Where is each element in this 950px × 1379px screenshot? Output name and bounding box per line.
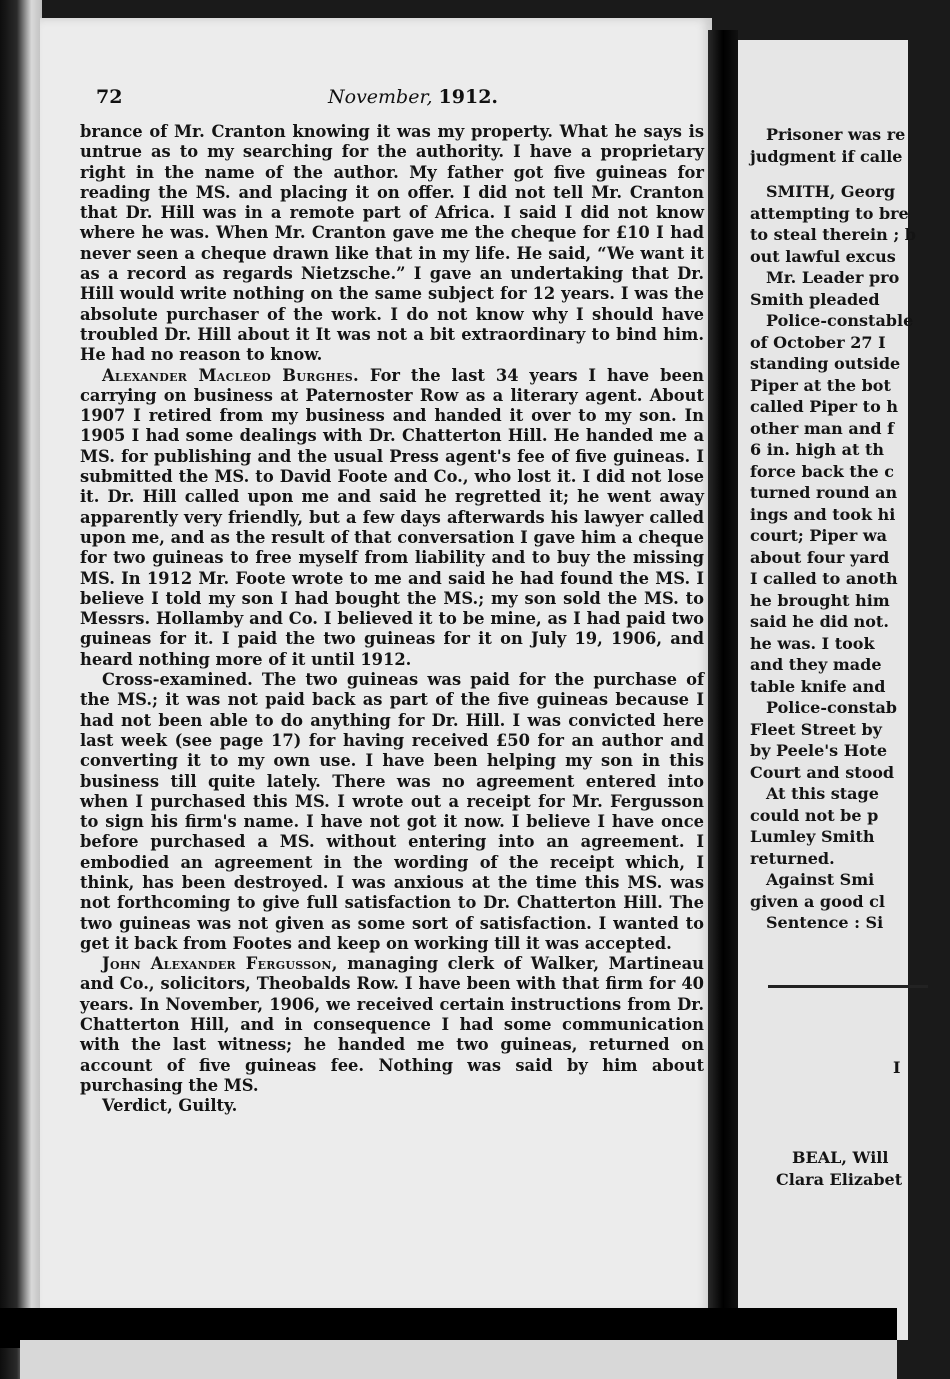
- right-column-line: Piper at the bot: [750, 375, 891, 395]
- right-column-line: court; Piper wa: [750, 526, 887, 545]
- right-column-line: of October 27 I: [750, 332, 886, 352]
- main-text: [80, 122, 704, 1117]
- right-column-text: [750, 124, 950, 934]
- paragraph-body: brance of Mr. Cranton knowing it was my property. What he says is untrue as to my searching for the authority. I have a proprietary right in the name of the author. My father got five guineas for reading the MS. and placing it on offer. I did not tell Mr. Cranton that Dr. Hill was in a remote part of Africa. I said I did not know where he was. When Mr. Cranton gave me the cheque for £10 I had never seen a cheque drawn like that in my life. He said, “We want it as a record as regards Nietzsche.” I gave an undertaking that Dr. Hill would write nothing on the same subject for 12 years. I was the absolute purchaser of the work. I do not know why I should have troubled Dr. Hill about it It was not a bit extraordinary to bind him. He had no reason to know.: [80, 122, 704, 365]
- right-column-line: other man and f: [750, 418, 895, 438]
- right-column-line: Court and stood: [750, 762, 895, 782]
- right-column-line: force back the c: [750, 461, 894, 481]
- running-head-year: 1912.: [438, 86, 499, 108]
- right-lower-line: Clara Elizabet: [776, 1170, 903, 1189]
- right-column-line: by Peele's Hote: [750, 741, 888, 760]
- section-rule: [768, 985, 928, 988]
- right-column-line: table knife and: [750, 676, 886, 696]
- right-column-line: Smith pleaded: [750, 289, 880, 309]
- running-head-month: November,: [328, 86, 433, 108]
- right-page: [738, 40, 916, 1340]
- right-column-line: standing outside: [750, 354, 901, 373]
- paragraph-body: For the last 34 years I have been carrying on business at Paternoster Row as a literary agent. About 1907 I retired from my business and handed it over to my son. In 1905 I had some dealings with Dr. Chatterton Hill. He handed me a MS. for publishing and the usual Press agent's fee of five guineas. I submitted the MS. to David Foote and Co., who lost it. I did not lose it. Dr. Hill called upon me and said he regretted it; he went away apparently very friendly, but a few days afterwards his lawyer called upon me, and as the result of that conversation I gave him a cheque for two guineas to free myself from liability and to buy the missing MS. In 1912 Mr. Foote wrote to me and said he had found the MS. I believe I told my son I had bought the MS.; my son sold the MS. to Messrs. Hollamby and Co. I believed it to be mine, as I had paid two guineas for it. I paid the two guineas for it on July 19, 1906, and heard nothing more of it until 1912.: [80, 365, 705, 669]
- right-column-line: 6 in. high at th: [750, 440, 885, 459]
- right-column-line: Lumley Smith: [750, 827, 875, 846]
- page-header: [96, 86, 716, 112]
- paragraph: [80, 1096, 704, 1116]
- right-lower-line: I: [893, 1058, 901, 1077]
- paragraph: [80, 954, 704, 1096]
- paragraph: [80, 122, 704, 366]
- right-column-line: returned.: [750, 848, 835, 868]
- right-column-line: he brought him: [750, 590, 890, 610]
- paragraph-speaker: Alexander Macleod Burghes.: [102, 365, 359, 385]
- right-column-line: to steal therein ; b: [750, 225, 916, 244]
- right-column-line: I called to anoth: [750, 569, 898, 588]
- book-gutter: [708, 30, 738, 1330]
- right-column-line: judgment if calle: [750, 146, 903, 166]
- right-column-line: At this stage: [766, 784, 879, 803]
- right-column-line: and they made: [750, 655, 882, 674]
- right-column-line: given a good cl: [750, 891, 885, 911]
- right-column-line: Mr. Leader pro: [766, 268, 900, 287]
- book-edge-left: [0, 0, 42, 1379]
- right-column-line: Prisoner was re: [766, 125, 906, 144]
- running-head: [328, 86, 498, 108]
- next-page-edge: [20, 1340, 897, 1379]
- right-column-line: Against Smi: [766, 870, 875, 889]
- right-column-line: ings and took hi: [750, 504, 896, 524]
- paragraph-body: managing clerk of Walker, Martineau and Co., solicitors, Theobalds Row. I have been with that firm for 40 years. In November, 1906, we received certain instructions from Dr. Chatterton Hill, and in consequence I had some communication with the last witness; he handed me two guineas, returned on account of five guineas fee. Nothing was said by him about purchasing the MS.: [80, 954, 705, 1095]
- right-column-line: called Piper to h: [750, 397, 898, 416]
- right-column-line: Police-constab: [766, 698, 897, 717]
- right-column-line: said he did not.: [750, 612, 889, 631]
- paragraph: [80, 670, 704, 954]
- right-column-line: Police-constable: [766, 311, 914, 330]
- right-column-line: Sentence : Si: [766, 913, 884, 932]
- right-column-line: Fleet Street by: [750, 719, 882, 739]
- paragraph: [80, 366, 704, 670]
- right-column-line: turned round an: [750, 483, 898, 502]
- right-lower-line: BEAL, Will: [792, 1148, 889, 1167]
- paragraph-speaker: John Alexander Fergusson,: [102, 954, 338, 974]
- paragraph-body: Verdict, Guilty.: [102, 1096, 238, 1116]
- right-column-line: out lawful excus: [750, 246, 896, 266]
- right-column-line: attempting to bre: [750, 203, 909, 223]
- right-column-line: SMITH, Georg: [766, 182, 896, 201]
- page-number: 72: [96, 86, 123, 108]
- right-column-line: he was. I took: [750, 633, 875, 653]
- right-column-line: about four yard: [750, 547, 890, 567]
- paragraph-body: Cross-examined. The two guineas was paid for the purchase of the MS.; it was not paid back as part of the five guineas because I had not been able to do anything for Dr. Hill. I was convicted here last week (see page 17) for having received £50 for an author and converting it to my own use. I have been helping my son in this business till quite lately. There was no agreement entered into when I purchased this MS. I wrote out a receipt for Mr. Fergusson to sign his firm's name. I have not got it now. I believe I have once before purchased a MS. without entering into an agreement. I embodied an agreement in the wording of the receipt which, I think, has been destroyed. I was anxious at the time this MS. was not forthcoming to give full satisfaction to Dr. Chatterton Hill. The two guineas was not given as some sort of satisfaction. I wanted to get it back from Footes and keep on working till it was accepted.: [80, 670, 704, 953]
- right-column-line: could not be p: [750, 805, 879, 825]
